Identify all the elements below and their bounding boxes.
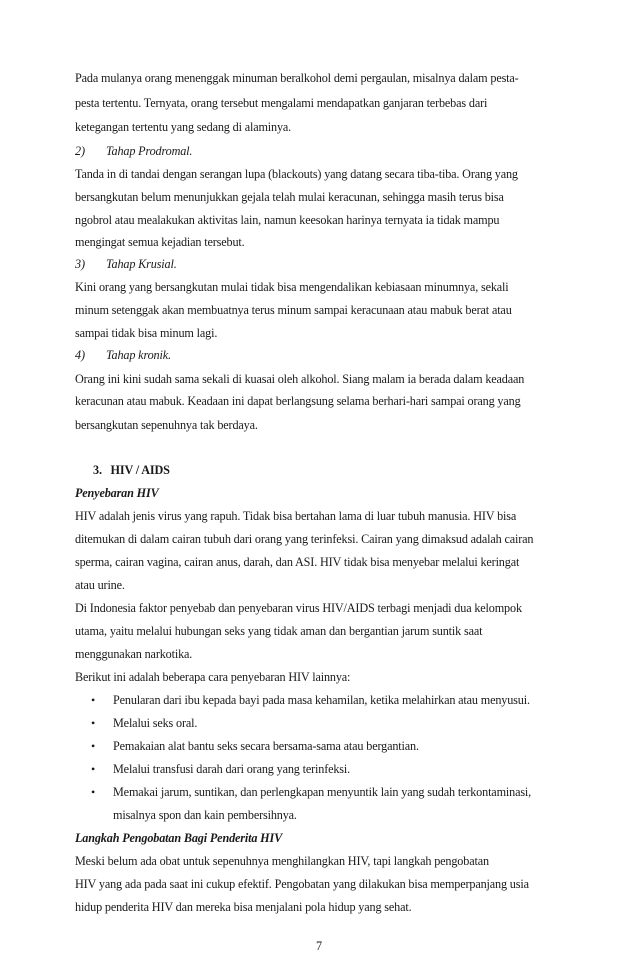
stage-number: 4)	[75, 348, 85, 362]
paragraph-line: bersangkutan belum menunjukkan gejala telah mulai keracunan, sehingga masih terus bisa	[75, 190, 504, 204]
list-item-continuation: misalnya spon dan kain pembersihnya.	[113, 808, 297, 822]
list-item: Penularan dari ibu kepada bayi pada masa kehamilan, ketika melahirkan atau menyusui.	[113, 693, 530, 707]
paragraph-line: ditemukan di dalam cairan tubuh dari orang yang terinfeksi. Cairan yang dimaksud adalah cairan	[75, 532, 534, 546]
paragraph-line: Orang ini kini sudah sama sekali di kuasai oleh alkohol. Siang malam ia berada dalam keadaan	[75, 372, 525, 386]
paragraph-line: bersangkutan sepenuhnya tak berdaya.	[75, 418, 258, 432]
paragraph-line: utama, yaitu melalui hubungan seks yang tidak aman dan bergantian jarum suntik saat	[75, 624, 483, 638]
stage-heading	[75, 347, 171, 363]
stage-title: Tahap kronik.	[106, 348, 171, 362]
subheading: Langkah Pengobatan Bagi Penderita HIV	[75, 831, 283, 845]
paragraph-line: atau urine.	[75, 578, 125, 592]
stage-number: 2)	[75, 144, 85, 158]
list-item: Melalui transfusi darah dari orang yang terinfeksi.	[113, 762, 351, 776]
section-heading: 3. HIV / AIDS	[93, 463, 170, 477]
paragraph-line: ketegangan tertentu yang sedang di alaminya.	[75, 120, 292, 134]
paragraph-line: mengingat semua kejadian tersebut.	[75, 235, 245, 249]
paragraph-line: hidup penderita HIV dan mereka bisa menjalani pola hidup yang sehat.	[75, 900, 412, 914]
paragraph-line: Pada mulanya orang menenggak minuman beralkohol demi pergaulan, misalnya dalam pesta-	[75, 71, 519, 85]
paragraph-line: Meski belum ada obat untuk sepenuhnya menghilangkan HIV, tapi langkah pengobatan	[75, 854, 489, 868]
bullet-marker: •	[91, 762, 96, 776]
paragraph-line: sampai tidak bisa minum lagi.	[75, 326, 218, 340]
stage-title: Tahap Prodromal.	[106, 144, 193, 158]
bullet-marker: •	[91, 785, 96, 799]
paragraph-line: sperma, cairan vagina, cairan anus, darah, dan ASI. HIV tidak bisa menyebar melalui keringat	[75, 555, 520, 569]
paragraph-line: minum setenggak akan membuatnya terus minum sampai keracunaan atau mabuk berat atau	[75, 303, 512, 317]
page-number: 7	[315, 939, 323, 953]
stage-number: 3)	[75, 257, 85, 271]
stage-heading	[75, 143, 192, 159]
list-item: Pemakaian alat bantu seks secara bersama-sama atau bergantian.	[113, 739, 419, 753]
list-item: Memakai jarum, suntikan, dan perlengkapan menyuntik lain yang sudah terkontaminasi,	[113, 785, 532, 799]
list-item: Melalui seks oral.	[113, 716, 198, 730]
paragraph-line: pesta tertentu. Ternyata, orang tersebut mengalami mendapatkan ganjaran terbebas dari	[75, 96, 488, 110]
paragraph-line: Di Indonesia faktor penyebab dan penyebaran virus HIV/AIDS terbagi menjadi dua kelompok	[75, 601, 522, 615]
paragraph-line: keracunan atau mabuk. Keadaan ini dapat berlangsung selama berhari-hari sampai orang yang	[75, 394, 521, 408]
paragraph-line: HIV adalah jenis virus yang rapuh. Tidak bisa bertahan lama di luar tubuh manusia. HIV bisa	[75, 509, 517, 523]
bullet-marker: •	[91, 739, 96, 753]
paragraph-line: HIV yang ada pada saat ini cukup efektif. Pengobatan yang dilakukan bisa memperpanjang usia	[75, 877, 529, 891]
bullet-marker: •	[91, 716, 96, 730]
paragraph-line: ngobrol atau mealakukan aktivitas lain, namun keesokan harinya ternyata ia tidak mampu	[75, 213, 500, 227]
stage-heading	[75, 256, 177, 272]
stage-title: Tahap Krusial.	[106, 257, 177, 271]
paragraph-line: Kini orang yang bersangkutan mulai tidak bisa mengendalikan kebiasaan minumnya, sekali	[75, 280, 509, 294]
bullet-marker: •	[91, 693, 96, 707]
subheading: Penyebaran HIV	[75, 486, 159, 500]
paragraph-line: menggunakan narkotika.	[75, 647, 193, 661]
paragraph-line: Berikut ini adalah beberapa cara penyebaran HIV lainnya:	[75, 670, 351, 684]
paragraph-line: Tanda in di tandai dengan serangan lupa (blackouts) yang datang secara tiba-tiba. Orang yang	[75, 167, 518, 181]
